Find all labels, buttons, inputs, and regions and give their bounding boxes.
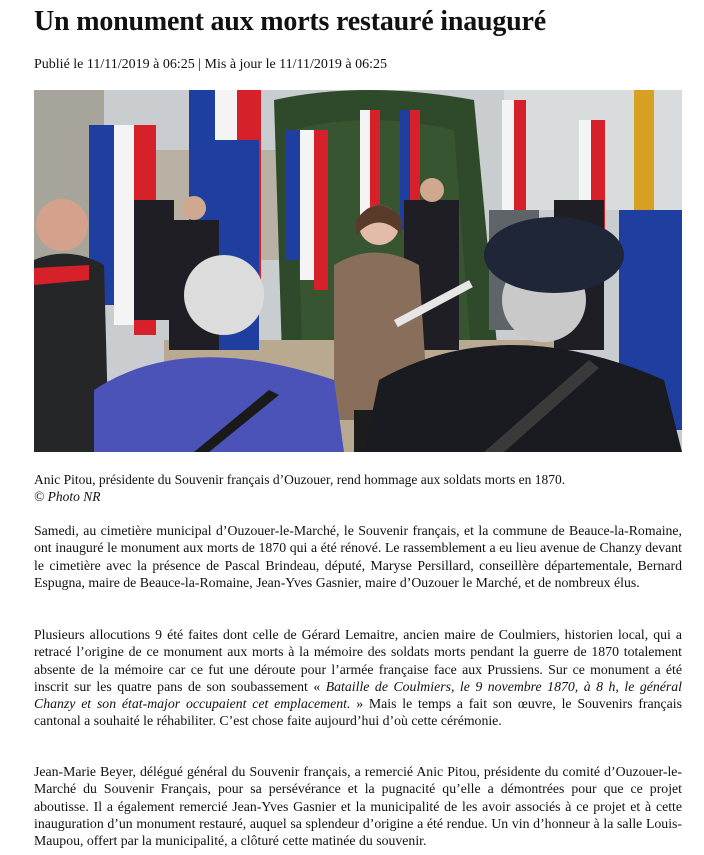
paragraph-2-text [34,626,682,730]
paragraph-1-text: Samedi, au cimetière municipal d’Ouzouer-le-Marché, le Souvenir français, et la commune de Beauce-la-Romaine, ont inauguré le monument aux morts de 1870 qui a été rénové. Le rassemblement a eu lieu avenue de Chanzy devant le cimetière avec la présence de Pascal Brindeau, député, Maryse Persillard, conseillère départementale, Bernard Espugna, maire de Beauce-la-Romaine, Jean-Yves Gasnier, maire d’Ouzouer le Marché, et de nombreux élus. [34,523,682,590]
photo-caption: Anic Pitou, présidente du Souvenir français d’Ouzouer, rend hommage aux soldats morts en 1870. [34,472,566,487]
article-title: Un monument aux morts restauré inauguré [34,6,547,37]
ceremony-photo-illustration [34,90,682,452]
photo-credit: © Photo NR [34,489,101,504]
paragraph-2-part-a: Plusieurs allocutions 9 été faites dont celle de Gérard Lemaitre, ancien maire de Coulmiers, historien local, qui a retracé l’origine de ce monument aux morts à la mémoire des soldats morts pendant la guerre de 1870 totalement absente de la mémoire car ce fut une déroute pour l’armée française face aux Prussiens. Sur ce monument a été inscrit sur les quatre pans de son soubassement « [34,627,682,694]
monument-inscription-quote: Bataille de Coulmiers, le 9 novembre 1870, à 8 h, le général Chanzy et son état-major occupaient cet emplacement. [34,678,682,712]
publication-meta: Publié le 11/11/2019 à 06:25 | Mis à jour le 11/11/2019 à 06:25 [34,57,388,72]
paragraph-3 [34,763,682,849]
paragraph-1 [34,522,682,591]
paragraph-3-text: Jean-Marie Beyer, délégué général du Souvenir français, a remercié Anic Pitou, présidente du comité d’Ouzouer-le-Marché du Souvenir Français, pour sa persévérance et la pugnacité qu’elle a démontrées pour que ce projet aboutisse. Il a également remercié Jean-Yves Gasnier et la municipalité de les avoir associés à ce projet et à cette inauguration d’un monument restauré, auquel sa splendeur d’origine a été rendue. Un vin d’honneur à la salle Louis-Maupou, offert par la municipalité, a clôturé cette matinée du souvenir. [34,764,682,849]
paragraph-2 [34,626,682,730]
photo-caption-block [34,471,682,505]
paragraph-2-part-b: » Mais le temps a fait son œuvre, le Souvenirs français cantonal a souhaité le réhabiliter. C’est chose faite aujourd’hui d’où cette cérémonie. [34,696,682,729]
article-photo [34,90,682,452]
